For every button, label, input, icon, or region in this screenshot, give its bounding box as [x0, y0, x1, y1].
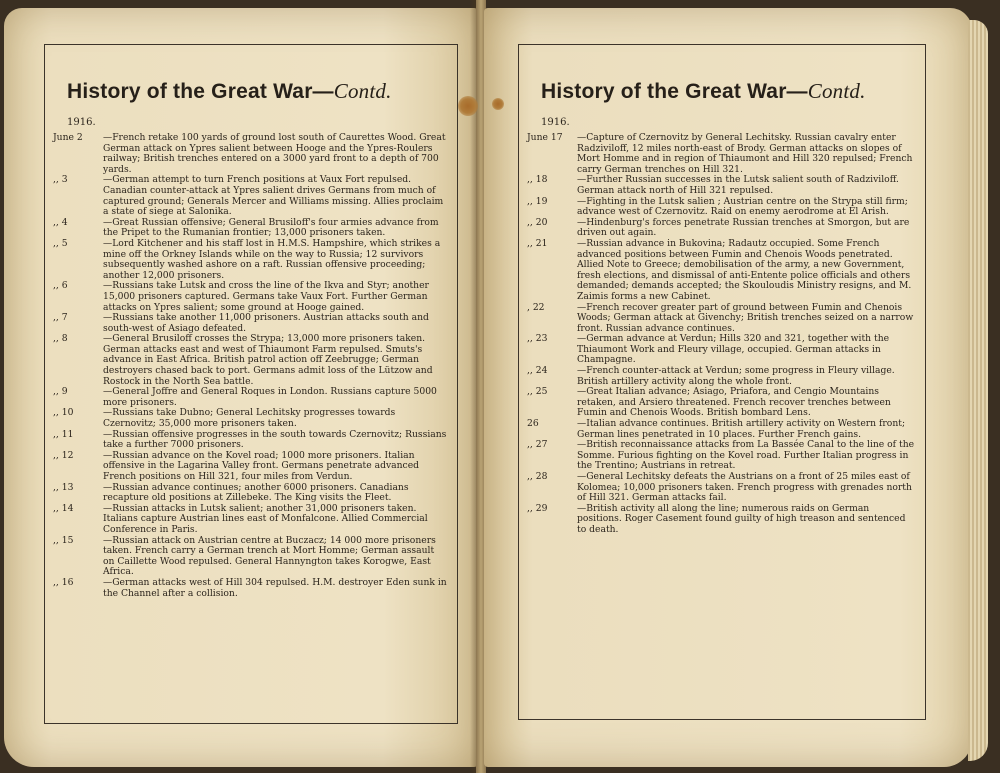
- entry-text: —Russian offensive progresses in the south towards Czernovitz; Russians take a further 7000 prisoners.: [103, 428, 447, 451]
- entry-text: —French recover greater part of ground between Fumin and Chenois Woods; German attack at Givenchy; British trenches seized on a narrow front. Russian advance continues.: [577, 301, 914, 334]
- entry-text: —Russian advance on the Kovel road; 1000 more prisoners. Italian offensive in the Lagarina Valley front. Germans penetrate advanced French positions on Hill 321, four miles from Verdun.: [103, 449, 420, 482]
- entry-date: ,, 20: [527, 216, 548, 228]
- entry-text: —Lord Kitchener and his staff lost in H.M.S. Hampshire, which strikes a mine off the Orkney Islands while on the way to Russia; 12 survivors subsequently washed ashore on a raft. Russian offensive proceeding; another 12,000 prisoners.: [103, 237, 441, 281]
- entry-date: ,, 8: [53, 333, 68, 345]
- entry-text: —British reconnaissance attacks from La Bassée Canal to the line of the Somme. Furious fighting on the Kovel road. Further Italian progress in the Trentino; Austrians in retreat.: [577, 439, 915, 472]
- left-entry: [51, 483, 447, 504]
- right-page-title: History of the Great War—Contd.: [541, 79, 866, 103]
- page-edges: [968, 20, 988, 761]
- left-entry: [51, 408, 447, 429]
- right-entry: [525, 303, 915, 335]
- entry-date: ,, 21: [527, 237, 548, 249]
- left-entry: [51, 281, 447, 313]
- left-entry-list: [51, 133, 447, 599]
- left-entry: [51, 504, 447, 536]
- entry-date: ,, 12: [53, 449, 74, 461]
- left-entry: [51, 133, 447, 175]
- left-entry: [51, 218, 447, 239]
- entry-date: ,, 13: [53, 481, 74, 493]
- entry-text: —Russians take Lutsk and cross the line of the Ikva and Styr; another 15,000 prisoners captured. Germans take Vaux Fort. Further German attacks on Ypres salient; some ground at Hooge gained.: [103, 280, 429, 313]
- entry-date: ,, 27: [527, 439, 548, 451]
- right-entry: [525, 133, 915, 175]
- entry-date: ,, 4: [53, 216, 68, 228]
- entry-date: ,, 19: [527, 195, 548, 207]
- entry-text: —French retake 100 yards of ground lost south of Caurettes Wood. Great German attack on Ypres salient between Hooge and the Ypres-Roulers railway; British trenches entered on a 3000 yard front to a depth of 700 yards.: [103, 132, 446, 175]
- entry-text: —Russian advance in Bukovina; Radautz occupied. Some French advanced positions between Fumin and Chenois Woods penetrated. Allied Note to Greece; demobilisation of the army, a new Government, fresh elections, and dismissal of anti-Entente police officials and others demanded; demands accepted; the Skouloudis Ministry resigns, and M. Zaimis forms a new Cabinet.: [577, 237, 912, 302]
- entry-text: —German attacks west of Hill 304 repulsed. H.M. destroyer Eden sunk in the Channel after a collision.: [103, 576, 447, 599]
- left-page-title: History of the Great War—Contd.: [67, 79, 392, 103]
- entry-text: —General Joffre and General Roques in London. Russians capture 5000 more prisoners.: [103, 386, 437, 408]
- entry-date: June 2: [53, 132, 83, 143]
- entry-text: —General Brusiloff crosses the Strypa; 13,000 more prisoners taken. German attacks east and west of Thiaumont Farm repulsed. Smuts's advance in East Africa. British patrol action off Zeebrugge; German destroyers chased back to port. Germans admit loss of the Lützow and Rostock in the North Sea battle.: [103, 333, 433, 387]
- right-entry: [525, 197, 915, 218]
- entry-text: —French counter-attack at Verdun; some progress in Fleury village. British artillery activity along the whole front.: [577, 365, 895, 387]
- right-entry: [525, 218, 915, 239]
- entry-text: —Great Russian offensive; General Brusiloff's four armies advance from the Pripet to the Rumanian frontier; 13,000 prisoners taken.: [103, 216, 439, 239]
- right-entry: [525, 504, 915, 536]
- entry-text: —Further Russian successes in the Lutsk salient south of Radziviloff. German attack north of Hill 321 repulsed.: [577, 174, 899, 196]
- entry-text: —Russians take Dubno; General Lechitsky progresses towards Czernovitz; 35,000 more prisoners taken.: [103, 407, 396, 430]
- entry-date: 26: [527, 418, 539, 430]
- right-entry: [525, 472, 915, 504]
- entry-text: —Russians take another 11,000 prisoners. Austrian attacks south and south-west of Asiago defeated.: [103, 312, 429, 334]
- entry-date: ,, 5: [53, 237, 68, 249]
- left-entry: [51, 175, 447, 217]
- entry-date: ,, 24: [527, 365, 548, 377]
- entry-date: ,, 7: [53, 312, 68, 324]
- ink-stain-small: [492, 98, 504, 110]
- entry-date: ,, 10: [53, 407, 74, 419]
- left-entry: [51, 536, 447, 578]
- entry-date: ,, 16: [53, 576, 74, 588]
- left-entry: [51, 239, 447, 281]
- left-page-frame: [44, 44, 458, 724]
- entry-date: , 22: [527, 301, 545, 313]
- entry-text: —Great Italian advance; Asiago, Priafora, and Cengio Mountains retaken, and Arsiero threatened. French recover trenches between Fumin and Chenois Woods. British bombard Lens.: [577, 386, 891, 419]
- entry-date: ,, 29: [527, 502, 548, 514]
- left-entry: [51, 430, 447, 451]
- right-entry: [525, 387, 915, 419]
- right-entry: [525, 334, 915, 366]
- entry-date: ,, 11: [53, 428, 74, 440]
- entry-date: ,, 23: [527, 333, 548, 345]
- right-entry: [525, 440, 915, 472]
- entry-date: ,, 6: [53, 280, 68, 292]
- left-page-year: 1916.: [67, 117, 96, 128]
- entry-text: —German advance at Verdun; Hills 320 and 321, together with the Thiaumont Work and Fleury village, occupied. German attacks in Champagne.: [577, 333, 890, 366]
- entry-text: —General Lechitsky defeats the Austrians on a front of 25 miles east of Kolomea; 10,000 prisoners taken. French progress with grenades north of Hill 321. German attacks fail.: [577, 471, 912, 504]
- left-entry: [51, 387, 447, 408]
- entry-date: ,, 25: [527, 386, 548, 398]
- entry-date: ,, 28: [527, 471, 548, 482]
- entry-date: ,, 15: [53, 534, 74, 546]
- right-page-frame: [518, 44, 926, 720]
- entry-text: —Fighting in the Lutsk salien ; Austrian centre on the Strypa still firm; advance west of Czernovitz. Raid on enemy aerodrome at El Arish.: [577, 195, 908, 218]
- right-entry-list: [525, 133, 915, 536]
- entry-text: —Russian advance continues; another 6000 prisoners. Canadians recapture old positions at Zillebeke. The King visits the Fleet.: [103, 481, 409, 504]
- left-entry: [51, 578, 447, 599]
- entry-text: —German attempt to turn French positions at Vaux Fort repulsed. Canadian counter-attack at Ypres salient drives Germans from much of captured ground; Generals Mercer and Williams missing. Allies proclaim a state of siege at Salonika.: [103, 174, 444, 218]
- entry-text: —Capture of Czernovitz by General Lechitsky. Russian cavalry enter Radziviloff, 12 miles north-east of Brody. German attacks on slopes of Mort Homme and in region of Thiaumont and Hill 320 repulsed; French carry German trenches on Hill 321.: [577, 132, 913, 175]
- left-entry: [51, 313, 447, 334]
- right-page: [484, 8, 972, 767]
- entry-date: ,, 9: [53, 386, 68, 398]
- left-page: [4, 8, 478, 767]
- entry-date: ,, 14: [53, 502, 74, 514]
- left-entry: [51, 451, 447, 483]
- entry-text: —Hindenburg's forces penetrate Russian trenches at Smorgon, but are driven out again.: [577, 216, 910, 239]
- entry-date: June 17: [527, 132, 563, 143]
- left-entry: [51, 334, 447, 387]
- entry-text: —Russian attacks in Lutsk salient; another 31,000 prisoners taken. Italians capture Austrian lines east of Monfalcone. Allied Commercial Conference in Paris.: [103, 502, 428, 535]
- gutter-shadow: [470, 0, 476, 773]
- right-entry: [525, 175, 915, 196]
- right-entry: [525, 239, 915, 303]
- right-entry: [525, 366, 915, 387]
- right-page-year: 1916.: [541, 117, 570, 128]
- right-entry: [525, 419, 915, 440]
- entry-text: —Italian advance continues. British artillery activity on Western front; German lines penetrated in 10 places. Further French gains.: [577, 418, 906, 440]
- ink-stain: [458, 96, 478, 116]
- entry-date: ,, 3: [53, 174, 68, 186]
- entry-date: ,, 18: [527, 174, 548, 186]
- entry-text: —Russian attack on Austrian centre at Buczacz; 14 000 more prisoners taken. French carry a German trench at Mort Homme; German assault on Caillette Wood repulsed. General Hannyngton takes Korogwe, East Africa.: [103, 534, 436, 578]
- entry-text: —British activity all along the line; numerous raids on German positions. Roger Casement found guilty of high treason and sentenced to death.: [577, 502, 906, 535]
